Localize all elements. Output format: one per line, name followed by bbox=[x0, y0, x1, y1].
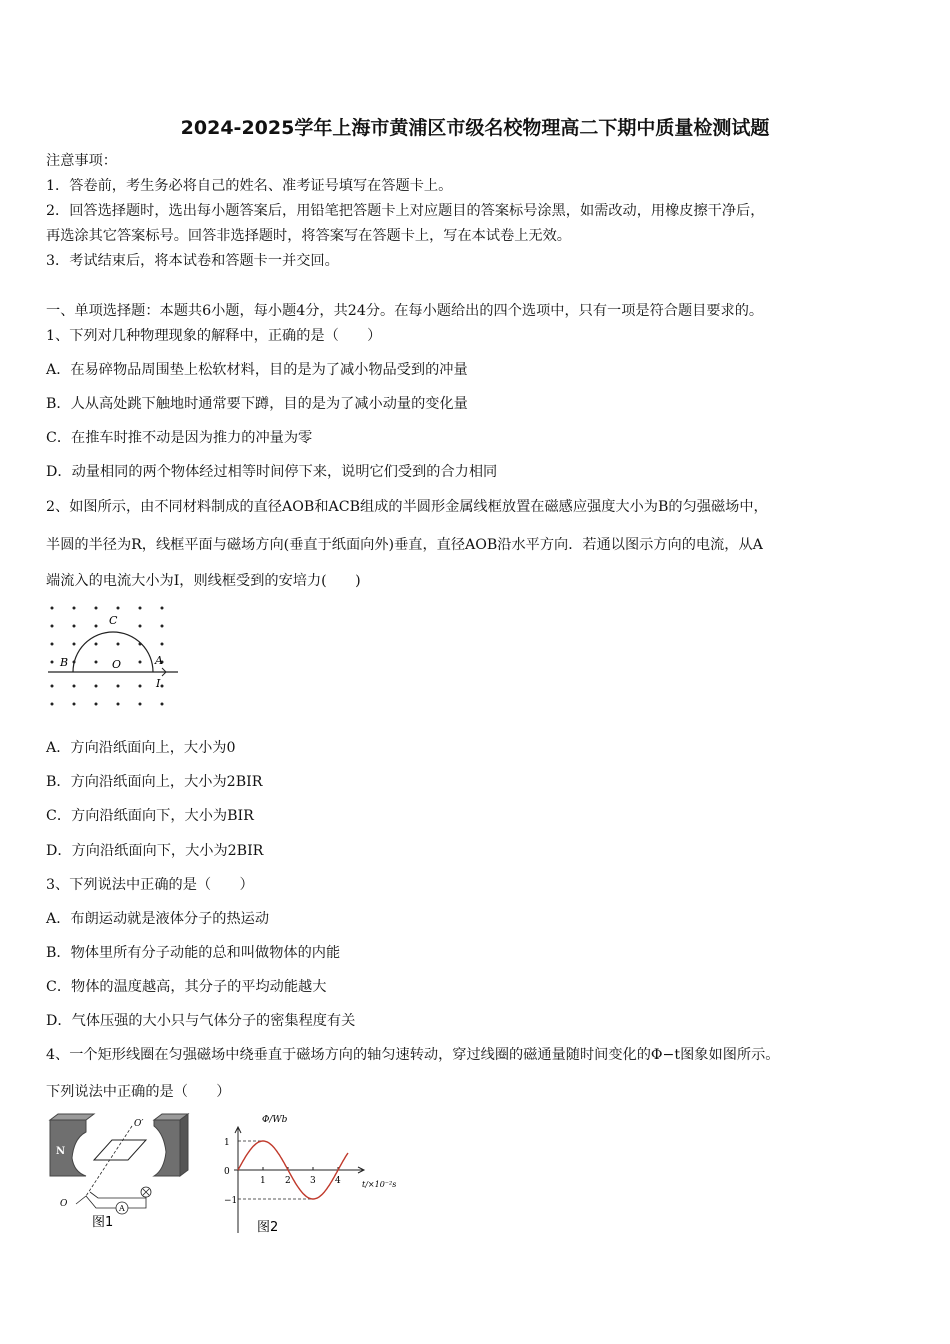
label-a: A bbox=[155, 654, 163, 667]
ammeter-label: A bbox=[119, 1204, 125, 1213]
q3-option-c: C．物体的温度越高，其分子的平均动能越大 bbox=[46, 979, 327, 995]
q1-option-b: B．人从高处跳下触地时通常要下蹲，目的是为了减小动量的变化量 bbox=[46, 396, 468, 412]
notice-item: 1．答卷前，考生务必将自己的姓名、准考证号填写在答题卡上。 bbox=[46, 178, 453, 194]
label-b: B bbox=[60, 656, 69, 669]
q2-option-a: A．方向沿纸面向上，大小为0 bbox=[46, 740, 236, 756]
page-title: 2024-2025学年上海市黄浦区市级名校物理高二下期中质量检测试题 bbox=[180, 117, 770, 139]
q2-option-c: C．方向沿纸面向下，大小为BIR bbox=[46, 808, 254, 824]
question-2-stem-line1: 2、如图所示，由不同材料制成的直径AOB和ACB组成的半圆形金属线框放置在磁感应强度大小为B的匀强磁场中， bbox=[46, 499, 768, 515]
q1-option-c: C．在推车时推不动是因为推力的冲量为零 bbox=[46, 430, 313, 446]
figure-1-caption: 图1 bbox=[92, 1215, 114, 1230]
q3-option-d: D．气体压强的大小只与气体分子的密集程度有关 bbox=[46, 1013, 356, 1029]
notice-heading: 注意事项： bbox=[46, 153, 117, 169]
question-3-stem: 3、下列说法中正确的是（ ） bbox=[46, 877, 254, 893]
q2-option-b: B．方向沿纸面向上，大小为2BIR bbox=[46, 774, 263, 790]
section-heading: 一、单项选择题：本题共6小题，每小题4分，共24分。在每小题给出的四个选项中，只有一项是符合题目要求的。 bbox=[46, 303, 764, 319]
semicircle-frame-figure bbox=[44, 600, 182, 712]
x-tick-label: 1 bbox=[260, 1176, 266, 1186]
label-n: N bbox=[56, 1146, 66, 1157]
label-s: S bbox=[158, 1146, 166, 1157]
label-c: C bbox=[109, 614, 118, 627]
question-4-stem-line2: 下列说法中正确的是（ ） bbox=[46, 1084, 231, 1100]
generator-figure bbox=[46, 1112, 196, 1232]
label-i: I bbox=[156, 677, 161, 690]
x-tick-label: 2 bbox=[285, 1176, 291, 1186]
figure-2-caption: 图2 bbox=[257, 1220, 279, 1233]
flux-time-chart bbox=[212, 1108, 412, 1233]
question-2-stem-line3: 端流入的电流大小为I，则线框受到的安培力( ) bbox=[46, 573, 361, 589]
q1-option-d: D．动量相同的两个物体经过相等时间停下来，说明它们受到的合力相同 bbox=[46, 464, 498, 480]
x-tick-label: 4 bbox=[335, 1176, 341, 1186]
q3-option-a: A．布朗运动就是液体分子的热运动 bbox=[46, 911, 270, 927]
rotation-axis bbox=[86, 1126, 132, 1196]
y-tick-label: 0 bbox=[224, 1167, 230, 1177]
notice-item: 2．回答选择题时，选出每小题答案后，用铅笔把答题卡上对应题目的答案标号涂黑，如需改动，用橡皮擦干净后， bbox=[46, 203, 765, 219]
question-1-stem: 1、下列对几种物理现象的解释中，正确的是（ ） bbox=[46, 328, 382, 344]
label-o-prime: O′ bbox=[134, 1119, 144, 1129]
q3-option-b: B．物体里所有分子动能的总和叫做物体的内能 bbox=[46, 945, 341, 961]
label-o: O bbox=[60, 1199, 68, 1209]
chart-ylabel: Φ/Wb bbox=[262, 1115, 288, 1125]
label-o: O bbox=[112, 658, 122, 671]
rotating-coil bbox=[94, 1140, 146, 1160]
y-tick-label: −1 bbox=[224, 1196, 238, 1206]
question-2-stem-line2: 半圆的半径为R，线框平面与磁场方向(垂直于纸面向外)垂直，直径AOB沿水平方向．若通以图示方向的电流，从A bbox=[46, 537, 763, 553]
chart-xlabel: t/×10⁻²s bbox=[362, 1180, 397, 1189]
notice-item: 3．考试结束后，将本试卷和答题卡一并交回。 bbox=[46, 253, 339, 269]
q2-option-d: D．方向沿纸面向下，大小为2BIR bbox=[46, 843, 264, 859]
x-tick-label: 3 bbox=[310, 1176, 316, 1186]
notice-item: 再选涂其它答案标号。回答非选择题时，将答案写在答题卡上，写在本试卷上无效。 bbox=[46, 228, 571, 244]
q1-option-a: A．在易碎物品周围垫上松软材料，目的是为了减小物品受到的冲量 bbox=[46, 362, 468, 378]
question-4-stem-line1: 4、一个矩形线圈在匀强磁场中绕垂直于磁场方向的轴匀速转动，穿过线圈的磁通量随时间变化的Φ−t图象如图所示。 bbox=[46, 1047, 780, 1063]
y-tick-label: 1 bbox=[224, 1138, 230, 1148]
